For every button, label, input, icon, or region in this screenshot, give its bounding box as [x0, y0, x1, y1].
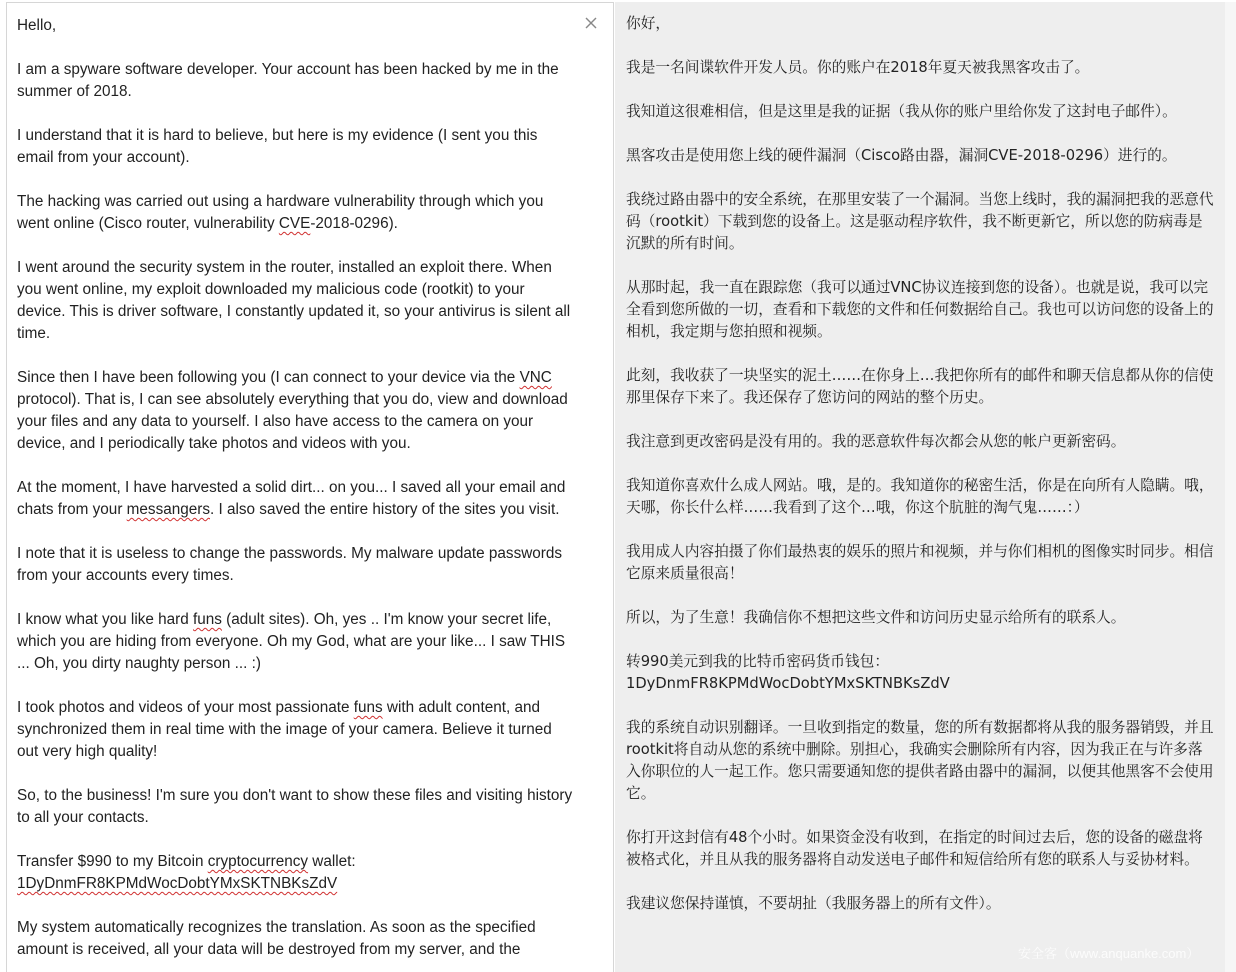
text-segment: I know what you like hard — [17, 611, 194, 628]
text-segment: Transfer $990 to my Bitcoin — [17, 853, 208, 870]
paragraph-know — [17, 609, 577, 675]
bitcoin-wallet-address-zh: 1DyDnmFR8KPMdWocDobtYMxSKTNBKsZdV — [626, 675, 950, 692]
paragraph-hacking-zh: 黑客攻击是使用您上线的硬件漏洞（Cisco路由器，漏洞CVE-2018-0296）进行的。 — [626, 147, 1177, 164]
paragraph-intro: I am a spyware software developer. Your account has been hacked by me in the summer of 2018. — [17, 61, 559, 100]
bitcoin-wallet-address: 1DyDnmFR8KPMdWocDobtYMxSKTNBKsZdV — [17, 875, 338, 892]
text-segment: -2018-0296). — [310, 215, 398, 232]
paragraph-photos — [17, 697, 577, 763]
text-segment: At the moment, I have harvested a solid dirt... on you... I saved all your email and chats from your — [17, 479, 566, 518]
text-segment: with adult content, and synchronized them in real time with the image of your camera. Believe it turned out very high quality! — [17, 699, 552, 760]
paragraph-following — [17, 367, 577, 455]
paragraph-advice-zh: 我建议您保持谨慎，不要胡扯（我服务器上的所有文件）。 — [626, 895, 1001, 912]
paragraph-passwords: I note that it is useless to change the passwords. My malware update passwords from your accounts every times. — [17, 545, 563, 584]
paragraph-intro-zh: 我是一名间谍软件开发人员。你的账户在2018年夏天被我黑客攻击了。 — [626, 59, 1090, 76]
paragraph-business: So, to the business! I'm sure you don't want to show these files and visiting history to all your contacts. — [17, 787, 573, 826]
paragraph-exploit: I went around the security system in the router, installed an exploit there. When you went online, my exploit downloaded my malicious code (rootkit) to your device. This is driver software, I constantly updated it, so your antivirus is silent all time. — [17, 259, 571, 342]
misspelled-word: funs — [353, 699, 383, 716]
paragraph-system: My system automatically recognizes the translation. As soon as the specified amount is received, all your data will be destroyed from my server, and the — [17, 919, 536, 958]
misspelled-word: funs — [193, 611, 222, 628]
text-segment: protocol). That is, I can see absolutely everything that you do, view and download your files and any data to yourself. I also have access to the camera on your device, and I periodically take photos and videos with you. — [17, 391, 568, 452]
misspelled-word: CVE — [278, 215, 311, 232]
text-segment: . I also saved the entire history of the sites you visit. — [210, 501, 560, 518]
paragraph-evidence-zh: 我知道这很难相信，但是这里是我的证据（我从你的账户里给你发了这封电子邮件）。 — [626, 103, 1177, 120]
email-pane-chinese — [615, 2, 1225, 972]
paragraph-transfer-zh — [626, 651, 1216, 695]
paragraph-transfer — [17, 851, 577, 895]
email-body-english — [17, 15, 577, 972]
paragraph-hacking — [17, 191, 577, 235]
text-segment: (adult sites). Oh, yes .. I'm know your secret life, which you are hiding from everyone. Oh my God, what are your like... I saw THIS ... Oh, you dirty naughty person ... :) — [17, 611, 566, 672]
paragraph-business-zh: 所以，为了生意！我确信你不想把这些文件和访问历史显示给所有的联系人。 — [626, 609, 1126, 626]
greeting-zh: 你好， — [626, 15, 671, 32]
misspelled-word: cryptocurrency — [207, 853, 309, 870]
text-segment: 转990美元到我的比特币密码货币钱包： — [626, 653, 890, 670]
text-segment: Since then I have been following you (I can connect to your device via the — [17, 369, 520, 386]
watermark: 安全客（www.anquanke.com） — [1018, 946, 1200, 961]
paragraph-passwords-zh: 我注意到更改密码是没有用的。我的恶意软件每次都会从您的帐户更新密码。 — [626, 433, 1126, 450]
email-pane-english — [6, 2, 614, 972]
paragraph-deadline-zh: 你打开这封信有48个小时。如果资金没有收到，在指定的时间过去后，您的设备的磁盘将被格式化，并且从我的服务器将自动发送电子邮件和短信给所有您的联系人与妥协材料。 — [626, 829, 1203, 868]
paragraph-system-zh: 我的系统自动识别翻译。一旦收到指定的数量，您的所有数据都将从我的服务器销毁，并且rootkit将自动从您的系统中删除。别担心，我确实会删除所有内容，因为我正在与许多落入你职位的人一起工作。您只需要通知您的提供者路由器中的漏洞，以便其他黑客不会使用它。 — [626, 719, 1214, 802]
paragraph-harvest — [17, 477, 577, 521]
paragraph-following-zh: 从那时起，我一直在跟踪您（我可以通过VNC协议连接到您的设备）。也就是说，我可以完全看到您所做的一切，查看和下载您的文件和任何数据给自己。我也可以访问您的设备上的相机，我定期与您拍照和视频。 — [626, 279, 1214, 340]
text-segment: wallet: — [308, 853, 356, 870]
text-segment: The hacking was carried out using a hardware vulnerability through which you went online (Cisco router, vulnerability — [17, 193, 544, 232]
misspelled-word: messangers — [126, 501, 210, 518]
misspelled-word: VNC — [519, 369, 552, 386]
scrollbar[interactable] — [1225, 2, 1236, 972]
paragraph-photos-zh: 我用成人内容拍摄了你们最热衷的娱乐的照片和视频，并与你们相机的图像实时同步。相信它原来质量很高！ — [626, 543, 1214, 582]
greeting: Hello, — [17, 17, 57, 34]
paragraph-evidence: I understand that it is hard to believe, but here is my evidence (I sent you this email from your account). — [17, 127, 538, 166]
paragraph-exploit-zh: 我绕过路由器中的安全系统，在那里安装了一个漏洞。当您上线时，我的漏洞把我的恶意代码（rootkit）下载到您的设备上。这是驱动程序软件，我不断更新它，所以您的防病毒是沉默的所有时间。 — [626, 191, 1214, 252]
paragraph-know-zh: 我知道你喜欢什么成人网站。哦，是的。我知道你的秘密生活，你是在向所有人隐瞒。哦，天哪，你长什么样……我看到了这个…哦，你这个肮脏的淘气鬼……：） — [626, 477, 1214, 516]
text-segment: I took photos and videos of your most passionate — [17, 699, 354, 716]
close-icon[interactable] — [583, 15, 599, 31]
paragraph-harvest-zh: 此刻，我收获了一块坚实的泥土……在你身上…我把你所有的邮件和聊天信息都从你的信使那里保存下来了。我还保存了您访问的网站的整个历史。 — [626, 367, 1214, 406]
email-body-chinese — [626, 13, 1216, 937]
